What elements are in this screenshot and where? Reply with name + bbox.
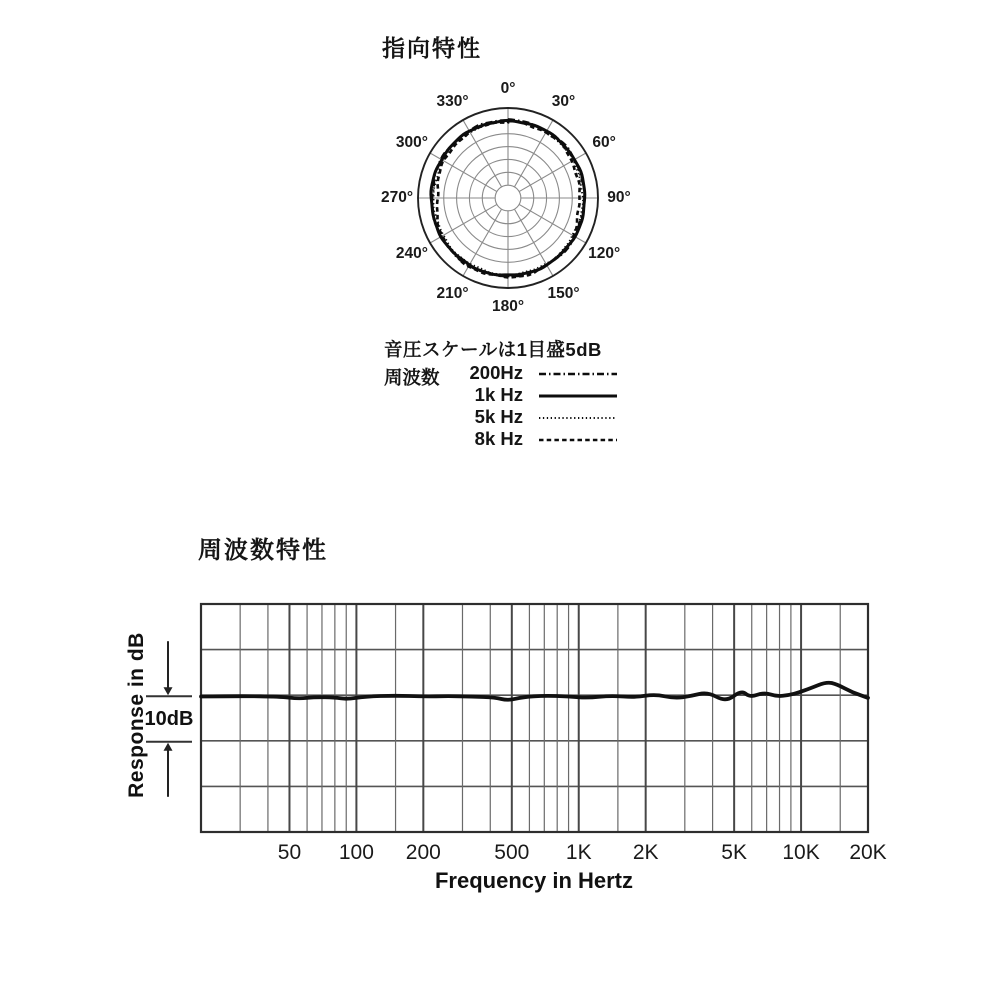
legend-series-label: 1k Hz <box>474 384 523 405</box>
frequency-axis-label: Frequency in Hertz <box>434 868 634 893</box>
x-tick-label: 1K <box>565 841 592 864</box>
x-tick-label: 200 <box>405 841 441 864</box>
polar-angle-label: 240° <box>395 244 428 262</box>
polar-legend <box>384 336 644 362</box>
legend-line-sample <box>536 429 620 451</box>
legend-series-label: 8k Hz <box>474 428 523 449</box>
polar-angle-label: 60° <box>592 133 616 151</box>
polar-angle-label: 210° <box>436 285 469 303</box>
legend-series-label: 200Hz <box>469 362 523 383</box>
legend-line-sample <box>536 385 620 407</box>
response-curve <box>201 683 868 700</box>
db-scale-label: 10dB <box>144 708 194 730</box>
legend-line-sample <box>536 407 620 429</box>
legend-series-label: 5k Hz <box>474 406 523 427</box>
polar-angle-label: 330° <box>436 92 469 110</box>
x-tick-label: 10K <box>782 841 820 864</box>
polar-angle-label: 120° <box>588 244 621 262</box>
legend-line-sample <box>536 363 620 385</box>
polar-angle-label: 30° <box>551 92 576 110</box>
legend-scale-note: 音圧スケールは1目盛5dB <box>384 339 602 360</box>
x-tick-label: 20K <box>849 841 887 864</box>
x-tick-label: 500 <box>494 841 530 864</box>
polar-angle-label: 180° <box>491 298 525 315</box>
polar-angle-label: 0° <box>500 80 516 97</box>
x-tick-label: 5K <box>721 841 747 864</box>
polar-angle-label: 150° <box>547 285 580 303</box>
freq-grid <box>201 604 868 832</box>
polar-grid <box>418 108 598 288</box>
polar-angle-label: 90° <box>607 189 631 206</box>
x-tick-label: 2K <box>632 841 659 864</box>
freq-chart-title: 周波数特性 <box>198 537 328 564</box>
polar-chart-title: 指向特性 <box>382 35 482 61</box>
legend-heading: 周波数 <box>384 367 440 388</box>
x-tick-label: 100 <box>338 841 374 864</box>
response-axis-label: Response in dB <box>125 632 148 798</box>
x-tick-label: 50 <box>277 841 302 864</box>
polar-angle-label: 270° <box>380 189 414 206</box>
polar-angle-label: 300° <box>395 133 428 151</box>
